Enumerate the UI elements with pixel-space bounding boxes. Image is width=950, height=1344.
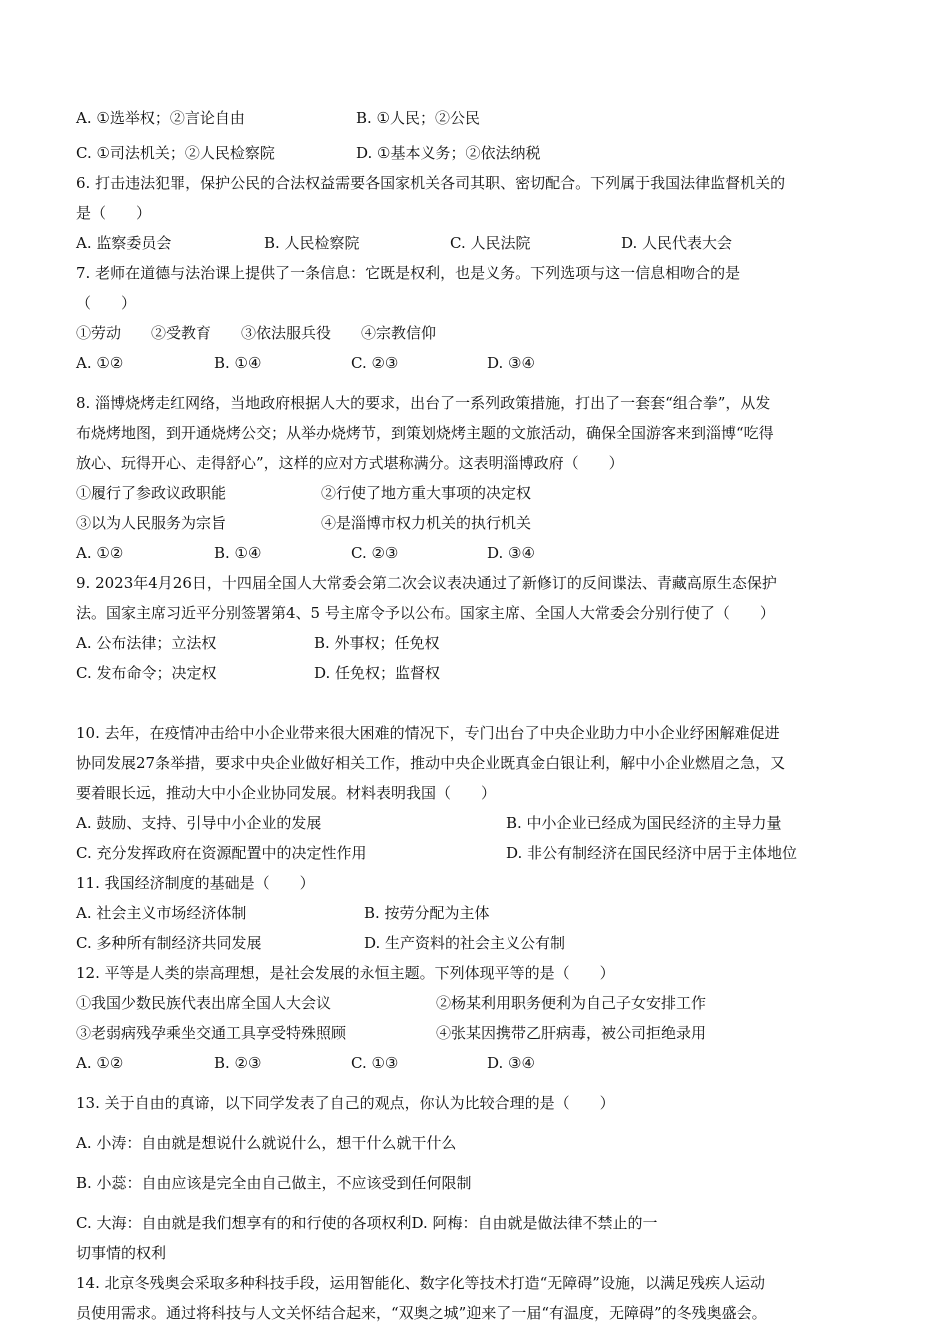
q10-stem-line2: 协同发展27条举措，要求中央企业做好相关工作，推动中央企业既真金白银让利，解中小企业燃眉之急，又	[76, 754, 786, 772]
q12-stem: 12. 平等是人类的崇高理想，是社会发展的永恒主题。下列体现平等的是（ ）	[76, 964, 615, 982]
option-b: B. ①④	[214, 544, 262, 562]
q14-stem-line1: 14. 北京冬残奥会采取多种科技手段，运用智能化、数字化等技术打造“无障碍”设施，以满足残疾人运动	[76, 1274, 765, 1292]
statement-4: ④张某因携带乙肝病毒，被公司拒绝录用	[436, 1024, 707, 1042]
statement-4: ④是淄博市权力机关的执行机关	[321, 514, 532, 532]
option-d: D. 生产资料的社会主义公有制	[364, 934, 566, 952]
statement-2: ②行使了地方重大事项的决定权	[321, 484, 532, 502]
option-a: A. 监察委员会	[76, 234, 172, 252]
option-b: B. ②③	[214, 1054, 262, 1072]
option-a: A. ①选举权；②言论自由	[76, 109, 245, 127]
option-c: C. 发布命令；决定权	[76, 664, 217, 682]
statement-2: ②杨某利用职务便利为自己子女安排工作	[436, 994, 707, 1012]
statement-3: ③以为人民服务为宗旨	[76, 514, 227, 532]
option-b: B. ①人民；②公民	[356, 109, 481, 127]
option-b: B. 中小企业已经成为国民经济的主导力量	[506, 814, 782, 832]
option-b: B. 按劳分配为主体	[364, 904, 490, 922]
q11-stem: 11. 我国经济制度的基础是（ ）	[76, 874, 315, 892]
statement-1: ①我国少数民族代表出席全国人大会议	[76, 994, 332, 1012]
option-a: A. 鼓励、支持、引导中小企业的发展	[76, 814, 322, 832]
q13-option-b: B. 小蕊：自由应该是完全由自己做主，不应该受到任何限制	[76, 1174, 472, 1192]
q7-stem-line2: （ ）	[76, 294, 137, 312]
option-a: A. ①②	[76, 544, 124, 562]
option-d: D. ③④	[487, 354, 535, 372]
option-d: D. 任免权；监督权	[314, 664, 441, 682]
q8-stem-line2: 布烧烤地图，到开通烧烤公交；从举办烧烤节，到策划烧烤主题的文旅活动，确保全国游客来到淄博“吃得	[76, 424, 774, 442]
q6-stem-line1: 6. 打击违法犯罪，保护公民的合法权益需要各国家机关各司其职、密切配合。下列属于我国法律监督机关的	[76, 174, 786, 192]
option-c: C. ②③	[351, 544, 399, 562]
q13-stem: 13. 关于自由的真谛，以下同学发表了自己的观点，你认为比较合理的是（ ）	[76, 1094, 615, 1112]
q9-stem-line1: 9. 2023年4月26日，十四届全国人大常委会第二次会议表决通过了新修订的反间谍法、青藏高原生态保护	[76, 574, 777, 592]
option-b: B. ①④	[214, 354, 262, 372]
option-a: A. 公布法律；立法权	[76, 634, 217, 652]
option-a: A. ①②	[76, 1054, 124, 1072]
option-c: C. ①司法机关；②人民检察院	[76, 144, 275, 162]
q14-stem-line2: 员使用需求。通过将科技与人文关怀结合起来，“双奥之城”迎来了一届“有温度，无障碍”的冬残奥盛会。	[76, 1304, 767, 1322]
q13-option-d-cont: 切事情的权利	[76, 1244, 167, 1262]
option-b: B. 外事权；任免权	[314, 634, 440, 652]
q10-stem-line1: 10. 去年，在疫情冲击给中小企业带来很大困难的情况下，专门出台了中央企业助力中小企业纾困解难促进	[76, 724, 780, 742]
statement-1: ①履行了参政议政职能	[76, 484, 227, 502]
option-c: C. 充分发挥政府在资源配置中的决定性作用	[76, 844, 367, 862]
option-c: C. ②③	[351, 354, 399, 372]
q8-stem-line3: 放心、玩得开心、走得舒心”，这样的应对方式堪称满分。这表明淄博政府（ ）	[76, 454, 624, 472]
option-a: A. ①②	[76, 354, 124, 372]
q7-stem-line1: 7. 老师在道德与法治课上提供了一条信息：它既是权利，也是义务。下列选项与这一信息相吻合的是	[76, 264, 741, 282]
q13-option-a: A. 小涛：自由就是想说什么就说什么，想干什么就干什么	[76, 1134, 457, 1152]
option-d: D. ③④	[487, 1054, 535, 1072]
q13-option-cd: C. 大海：自由就是我们想享有的和行使的各项权利D. 阿梅：自由就是做法律不禁止的一	[76, 1214, 658, 1232]
option-c: C. 人民法院	[450, 234, 531, 252]
option-c: C. 多种所有制经济共同发展	[76, 934, 262, 952]
q10-stem-line3: 要着眼长远，推动大中小企业协同发展。材料表明我国（ ）	[76, 784, 497, 802]
option-d: D. ③④	[487, 544, 535, 562]
q6-stem-line2: 是（ ）	[76, 204, 152, 222]
q9-stem-line2: 法。国家主席习近平分别签署第4、5 号主席令予以公布。国家主席、全国人大常委会分别行使了（ ）	[76, 604, 775, 622]
option-d: D. 非公有制经济在国民经济中居于主体地位	[506, 844, 798, 862]
option-b: B. 人民检察院	[264, 234, 360, 252]
option-a: A. 社会主义市场经济体制	[76, 904, 247, 922]
option-d: D. 人民代表大会	[621, 234, 733, 252]
option-d: D. ①基本义务；②依法纳税	[356, 144, 541, 162]
option-c: C. ①③	[351, 1054, 399, 1072]
statement-3: ③老弱病残孕乘坐交通工具享受特殊照顾	[76, 1024, 347, 1042]
q7-statements: ①劳动 ②受教育 ③依法服兵役 ④宗教信仰	[76, 324, 437, 342]
q8-stem-line1: 8. 淄博烧烤走红网络，当地政府根据人大的要求，出台了一系列政策措施，打出了一套套“组合拳”，从发	[76, 394, 771, 412]
